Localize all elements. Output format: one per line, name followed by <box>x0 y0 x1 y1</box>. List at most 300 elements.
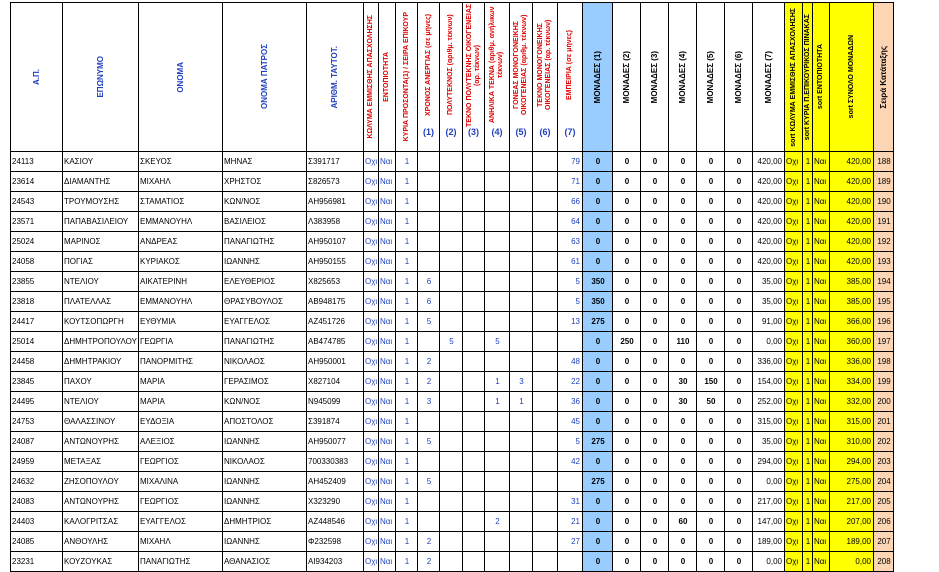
cell-c1 <box>418 492 440 512</box>
cell-c4 <box>485 492 510 512</box>
cell-id: ΑΖ451726 <box>307 312 364 332</box>
cell-ky: 1 <box>396 432 418 452</box>
cell-k: Οχι <box>364 272 379 292</box>
cell-c1 <box>418 452 440 472</box>
cell-m7: 189,00 <box>753 532 785 552</box>
cell-pat: ΓΕΡΑΣΙΜΟΣ <box>223 372 307 392</box>
cell-e: Ναι <box>379 192 396 212</box>
cell-rank: 201 <box>874 412 894 432</box>
cell-m1: 275 <box>583 432 613 452</box>
cell-ep: ΠΑΠΑΒΑΣΙΛΕΙΟΥ <box>63 212 139 232</box>
cell-m1: 0 <box>583 212 613 232</box>
cell-m1: 350 <box>583 272 613 292</box>
cell-m6: 0 <box>725 432 753 452</box>
cell-m6: 0 <box>725 392 753 412</box>
cell-c4 <box>485 192 510 212</box>
cell-ep: ΔΗΜΗΤΡΟΠΟΥΛΟΥ <box>63 332 139 352</box>
cell-m7: 294,00 <box>753 452 785 472</box>
cell-m3: 0 <box>641 272 669 292</box>
cell-c5 <box>510 492 533 512</box>
cell-c7: 22 <box>558 372 583 392</box>
cell-m3: 0 <box>641 152 669 172</box>
cell-c4 <box>485 212 510 232</box>
cell-m3: 0 <box>641 252 669 272</box>
cell-m4: 0 <box>669 452 697 472</box>
cell-tot: 420,00 <box>830 172 874 192</box>
cell-m5: 0 <box>697 232 725 252</box>
cell-e: Ναι <box>379 552 396 572</box>
cell-c5 <box>510 212 533 232</box>
cell-k: Οχι <box>364 192 379 212</box>
cell-on: ΣΚΕΥΟΣ <box>139 152 223 172</box>
cell-c4 <box>485 232 510 252</box>
cell-ap: 23614 <box>11 172 63 192</box>
cell-ep: ΘΑΛΑΣΣΙΝΟΥ <box>63 412 139 432</box>
header-kyria: ΚΥΡΙΑ ΠΡΟΣΟΝΤΑ(1) / ΣΕΙΡΑ ΕΠΙΚΟΥΡ <box>396 3 418 152</box>
cell-c2 <box>440 312 463 332</box>
cell-m5: 0 <box>697 152 725 172</box>
cell-sk: Οχι <box>785 532 803 552</box>
cell-c3 <box>463 432 485 452</box>
cell-sk: Οχι <box>785 312 803 332</box>
cell-e: Ναι <box>379 332 396 352</box>
cell-pat: ΔΗΜΗΤΡΙΟΣ <box>223 512 307 532</box>
cell-ap: 23855 <box>11 272 63 292</box>
cell-m3: 0 <box>641 532 669 552</box>
cell-sky: 1 <box>803 392 813 412</box>
cell-c1: 5 <box>418 312 440 332</box>
cell-ep: ΖΗΣΟΠΟΥΛΟΥ <box>63 472 139 492</box>
cell-c4 <box>485 452 510 472</box>
cell-c1: 6 <box>418 272 440 292</box>
cell-k: Οχι <box>364 392 379 412</box>
header-sort-total: sort ΣΥΝΟΛΟ ΜΟΝΑΔΩΝ <box>830 3 874 152</box>
cell-tot: 420,00 <box>830 232 874 252</box>
cell-m6: 0 <box>725 352 753 372</box>
cell-c4 <box>485 412 510 432</box>
cell-sk: Οχι <box>785 252 803 272</box>
cell-pat: ΙΩΑΝΝΗΣ <box>223 472 307 492</box>
cell-c2 <box>440 552 463 572</box>
cell-c6 <box>533 272 558 292</box>
cell-c4 <box>485 352 510 372</box>
cell-m3: 0 <box>641 172 669 192</box>
cell-pat: ΝΙΚΟΛΑΟΣ <box>223 452 307 472</box>
cell-on: ΑΛΕΞΙΟΣ <box>139 432 223 452</box>
cell-c1 <box>418 512 440 532</box>
cell-tot: 207,00 <box>830 512 874 532</box>
header-sort-kolyma: sort ΚΩΛΥΜΑ ΕΜΜΙΣΘΗΣ ΑΠΑΣΧΟΛΗΣΗΣ <box>785 3 803 152</box>
cell-e: Ναι <box>379 312 396 332</box>
header-n6: (6) <box>539 127 551 137</box>
cell-c6 <box>533 152 558 172</box>
cell-m7: 0,00 <box>753 472 785 492</box>
cell-m6: 0 <box>725 252 753 272</box>
cell-tot: 275,00 <box>830 472 874 492</box>
cell-m4: 0 <box>669 212 697 232</box>
cell-on: ΕΜΜΑΝΟΥΗΛ <box>139 212 223 232</box>
cell-k: Οχι <box>364 292 379 312</box>
cell-c3 <box>463 172 485 192</box>
cell-m1: 350 <box>583 292 613 312</box>
cell-m7: 252,00 <box>753 392 785 412</box>
cell-c2 <box>440 212 463 232</box>
cell-c7: 63 <box>558 232 583 252</box>
cell-ep: ΚΟΥΤΣΟΠΩΡΓΗ <box>63 312 139 332</box>
cell-sky: 1 <box>803 172 813 192</box>
cell-k: Οχι <box>364 212 379 232</box>
cell-se: Ναι <box>813 252 830 272</box>
cell-c2 <box>440 232 463 252</box>
cell-c5 <box>510 192 533 212</box>
cell-m2: 0 <box>613 152 641 172</box>
cell-c3 <box>463 252 485 272</box>
cell-c2 <box>440 352 463 372</box>
cell-se: Ναι <box>813 312 830 332</box>
header-n7: (7) <box>564 127 576 137</box>
cell-k: Οχι <box>364 252 379 272</box>
cell-id: Σ391717 <box>307 152 364 172</box>
cell-sk: Οχι <box>785 332 803 352</box>
table-row <box>11 332 894 352</box>
cell-c5 <box>510 452 533 472</box>
cell-sky: 1 <box>803 492 813 512</box>
cell-m6: 0 <box>725 292 753 312</box>
cell-e: Ναι <box>379 512 396 532</box>
cell-sky: 1 <box>803 532 813 552</box>
cell-c7: 27 <box>558 532 583 552</box>
cell-c3 <box>463 352 485 372</box>
cell-e: Ναι <box>379 152 396 172</box>
cell-e: Ναι <box>379 472 396 492</box>
cell-m4: 30 <box>669 372 697 392</box>
cell-id: Χ323290 <box>307 492 364 512</box>
cell-c6 <box>533 492 558 512</box>
table-row <box>11 292 894 312</box>
cell-m4: 0 <box>669 312 697 332</box>
cell-ep: ΜΕΤΑΞΑΣ <box>63 452 139 472</box>
cell-se: Ναι <box>813 152 830 172</box>
cell-c7: 31 <box>558 492 583 512</box>
cell-c6 <box>533 452 558 472</box>
cell-ky: 1 <box>396 552 418 572</box>
cell-c1 <box>418 212 440 232</box>
cell-on: ΚΥΡΙΑΚΟΣ <box>139 252 223 272</box>
cell-m7: 0,00 <box>753 332 785 352</box>
cell-m2: 0 <box>613 292 641 312</box>
cell-m7: 420,00 <box>753 172 785 192</box>
cell-ep: ΤΡΟΥΜΟΥΣΗΣ <box>63 192 139 212</box>
cell-c2: 5 <box>440 332 463 352</box>
cell-ap: 24458 <box>11 352 63 372</box>
cell-e: Ναι <box>379 212 396 232</box>
cell-c4: 2 <box>485 512 510 532</box>
cell-m4: 0 <box>669 492 697 512</box>
cell-c4 <box>485 552 510 572</box>
cell-e: Ναι <box>379 172 396 192</box>
cell-se: Ναι <box>813 232 830 252</box>
cell-ap: 23231 <box>11 552 63 572</box>
cell-m3: 0 <box>641 232 669 252</box>
cell-c4: 1 <box>485 392 510 412</box>
cell-m5: 0 <box>697 472 725 492</box>
cell-m5: 0 <box>697 432 725 452</box>
cell-m6: 0 <box>725 332 753 352</box>
cell-c5 <box>510 532 533 552</box>
cell-c6 <box>533 392 558 412</box>
cell-c4 <box>485 172 510 192</box>
cell-m6: 0 <box>725 372 753 392</box>
cell-m2: 0 <box>613 252 641 272</box>
cell-tot: 217,00 <box>830 492 874 512</box>
cell-m1: 0 <box>583 372 613 392</box>
cell-sky: 1 <box>803 212 813 232</box>
cell-m6: 0 <box>725 212 753 232</box>
cell-ep: ΠΑΧΟΥ <box>63 372 139 392</box>
cell-m7: 147,00 <box>753 512 785 532</box>
cell-ap: 24083 <box>11 492 63 512</box>
cell-m5: 0 <box>697 172 725 192</box>
cell-sky: 1 <box>803 372 813 392</box>
cell-m5: 0 <box>697 552 725 572</box>
cell-m4: 0 <box>669 532 697 552</box>
cell-m4: 30 <box>669 392 697 412</box>
cell-m6: 0 <box>725 172 753 192</box>
cell-m5: 0 <box>697 412 725 432</box>
cell-sky: 1 <box>803 332 813 352</box>
cell-ky: 1 <box>396 412 418 432</box>
cell-m4: 0 <box>669 432 697 452</box>
cell-c6 <box>533 332 558 352</box>
cell-c3 <box>463 472 485 492</box>
cell-ky: 1 <box>396 372 418 392</box>
table-row <box>11 452 894 472</box>
cell-c1: 2 <box>418 552 440 572</box>
cell-c4: 5 <box>485 332 510 352</box>
cell-sk: Οχι <box>785 412 803 432</box>
cell-m7: 420,00 <box>753 192 785 212</box>
cell-m2: 0 <box>613 392 641 412</box>
cell-k: Οχι <box>364 332 379 352</box>
cell-c5 <box>510 292 533 312</box>
cell-on: ΜΙΧΑΗΛ <box>139 532 223 552</box>
header-n2: (2) <box>445 127 457 137</box>
cell-c5 <box>510 412 533 432</box>
cell-e: Ναι <box>379 272 396 292</box>
cell-id: Χ827104 <box>307 372 364 392</box>
cell-rank: 202 <box>874 432 894 452</box>
cell-id: Χ825653 <box>307 272 364 292</box>
cell-on: ΑΙΚΑΤΕΡΙΝΗ <box>139 272 223 292</box>
cell-c4: 1 <box>485 372 510 392</box>
cell-c4 <box>485 252 510 272</box>
cell-se: Ναι <box>813 452 830 472</box>
cell-sky: 1 <box>803 432 813 452</box>
cell-m5: 0 <box>697 532 725 552</box>
header-n3: (3) <box>468 127 479 137</box>
cell-rank: 196 <box>874 312 894 332</box>
cell-sky: 1 <box>803 452 813 472</box>
cell-c3 <box>463 232 485 252</box>
cell-ap: 24753 <box>11 412 63 432</box>
cell-id: Ν945099 <box>307 392 364 412</box>
cell-ky: 1 <box>396 532 418 552</box>
cell-sk: Οχι <box>785 512 803 532</box>
header-onoma: ΟΝΟΜΑ <box>139 3 223 152</box>
cell-tot: 332,00 <box>830 392 874 412</box>
cell-c7 <box>558 552 583 572</box>
header-n1: (1) <box>423 127 434 137</box>
cell-ky: 1 <box>396 172 418 192</box>
cell-ky: 1 <box>396 512 418 532</box>
cell-c2 <box>440 492 463 512</box>
cell-c6 <box>533 252 558 272</box>
cell-c2 <box>440 452 463 472</box>
cell-c5 <box>510 272 533 292</box>
cell-c2 <box>440 272 463 292</box>
cell-k: Οχι <box>364 532 379 552</box>
cell-sk: Οχι <box>785 472 803 492</box>
cell-m3: 0 <box>641 392 669 412</box>
cell-id: ΑΖ448546 <box>307 512 364 532</box>
cell-m7: 420,00 <box>753 152 785 172</box>
cell-m1: 0 <box>583 172 613 192</box>
cell-rank: 197 <box>874 332 894 352</box>
cell-rank: 188 <box>874 152 894 172</box>
cell-m3: 0 <box>641 552 669 572</box>
cell-m6: 0 <box>725 512 753 532</box>
cell-c4 <box>485 532 510 552</box>
cell-m1: 0 <box>583 412 613 432</box>
cell-tot: 294,00 <box>830 452 874 472</box>
cell-m5: 0 <box>697 512 725 532</box>
cell-m2: 0 <box>613 312 641 332</box>
cell-c4 <box>485 292 510 312</box>
cell-c5 <box>510 312 533 332</box>
cell-sk: Οχι <box>785 392 803 412</box>
cell-c7: 5 <box>558 432 583 452</box>
cell-e: Ναι <box>379 452 396 472</box>
cell-m2: 0 <box>613 532 641 552</box>
cell-rank: 208 <box>874 552 894 572</box>
header-m6: ΜΟΝΑΔΕΣ (6) <box>725 3 753 152</box>
header-c4: ΑΝΗΛΙΚΑ ΤΕΚΝΑ (αριθμ. ανήλικων τέκνων) (4) <box>485 3 510 152</box>
cell-c5 <box>510 512 533 532</box>
cell-m2: 0 <box>613 512 641 532</box>
cell-c6 <box>533 232 558 252</box>
cell-ep: ΝΤΕΛΙΟΥ <box>63 272 139 292</box>
cell-ep: ΜΑΡΙΝΟΣ <box>63 232 139 252</box>
cell-c6 <box>533 412 558 432</box>
cell-ep: ΝΤΕΛΙΟΥ <box>63 392 139 412</box>
cell-c3 <box>463 332 485 352</box>
cell-tot: 420,00 <box>830 212 874 232</box>
cell-c7: 36 <box>558 392 583 412</box>
cell-c2 <box>440 512 463 532</box>
cell-c6 <box>533 172 558 192</box>
cell-m2: 250 <box>613 332 641 352</box>
cell-sk: Οχι <box>785 292 803 312</box>
cell-id: 700330383 <box>307 452 364 472</box>
cell-c6 <box>533 372 558 392</box>
table-row <box>11 152 894 172</box>
cell-m4: 0 <box>669 252 697 272</box>
cell-c5: 1 <box>510 392 533 412</box>
cell-sk: Οχι <box>785 352 803 372</box>
cell-on: ΑΝΔΡΕΑΣ <box>139 232 223 252</box>
cell-se: Ναι <box>813 372 830 392</box>
cell-e: Ναι <box>379 352 396 372</box>
cell-se: Ναι <box>813 392 830 412</box>
cell-tot: 420,00 <box>830 252 874 272</box>
cell-c6 <box>533 532 558 552</box>
cell-ky: 1 <box>396 192 418 212</box>
cell-tot: 0,00 <box>830 552 874 572</box>
cell-sk: Οχι <box>785 192 803 212</box>
cell-m2: 0 <box>613 412 641 432</box>
cell-se: Ναι <box>813 272 830 292</box>
cell-pat: ΒΑΣΙΛΕΙΟΣ <box>223 212 307 232</box>
cell-m5: 150 <box>697 372 725 392</box>
cell-m3: 0 <box>641 212 669 232</box>
cell-c2 <box>440 432 463 452</box>
cell-c3 <box>463 512 485 532</box>
cell-c1: 3 <box>418 392 440 412</box>
cell-m4: 60 <box>669 512 697 532</box>
cell-m6: 0 <box>725 532 753 552</box>
cell-c3 <box>463 452 485 472</box>
cell-c3 <box>463 152 485 172</box>
cell-ep: ΑΝΘΟΥΛΗΣ <box>63 532 139 552</box>
cell-on: ΕΥΑΓΓΕΛΟΣ <box>139 512 223 532</box>
table-row <box>11 472 894 492</box>
cell-tot: 420,00 <box>830 152 874 172</box>
cell-m4: 110 <box>669 332 697 352</box>
cell-c7: 5 <box>558 272 583 292</box>
cell-rank: 191 <box>874 212 894 232</box>
cell-pat: ΙΩΑΝΝΗΣ <box>223 252 307 272</box>
table-row <box>11 532 894 552</box>
cell-m2: 0 <box>613 172 641 192</box>
cell-sky: 1 <box>803 152 813 172</box>
cell-k: Οχι <box>364 312 379 332</box>
cell-c7: 64 <box>558 212 583 232</box>
cell-on: ΕΥΔΟΞΙΑ <box>139 412 223 432</box>
cell-ap: 24403 <box>11 512 63 532</box>
cell-e: Ναι <box>379 492 396 512</box>
cell-c7: 66 <box>558 192 583 212</box>
cell-id: ΑΙ934203 <box>307 552 364 572</box>
cell-c5 <box>510 352 533 372</box>
cell-pat: ΠΑΝΑΓΙΩΤΗΣ <box>223 232 307 252</box>
cell-ap: 24959 <box>11 452 63 472</box>
header-m5: ΜΟΝΑΔΕΣ (5) <box>697 3 725 152</box>
header-c5: ΓΟΝΕΑΣ ΜΟΝΟΓΟΝΕΙΚΗΣ ΟΙΚΟΓΕΝΕΙΑΣ (αριθμ. τέκνων) (5) <box>510 3 533 152</box>
cell-se: Ναι <box>813 552 830 572</box>
header-m4: ΜΟΝΑΔΕΣ (4) <box>669 3 697 152</box>
cell-c7: 61 <box>558 252 583 272</box>
cell-pat: ΕΛΕΥΘΕΡΙΟΣ <box>223 272 307 292</box>
table-row <box>11 312 894 332</box>
cell-rank: 192 <box>874 232 894 252</box>
cell-m6: 0 <box>725 452 753 472</box>
cell-se: Ναι <box>813 472 830 492</box>
cell-m1: 0 <box>583 152 613 172</box>
cell-m6: 0 <box>725 192 753 212</box>
header-n5: (5) <box>515 127 527 137</box>
cell-tot: 420,00 <box>830 192 874 212</box>
cell-ep: ΠΛΑΤΕΛΛΑΣ <box>63 292 139 312</box>
